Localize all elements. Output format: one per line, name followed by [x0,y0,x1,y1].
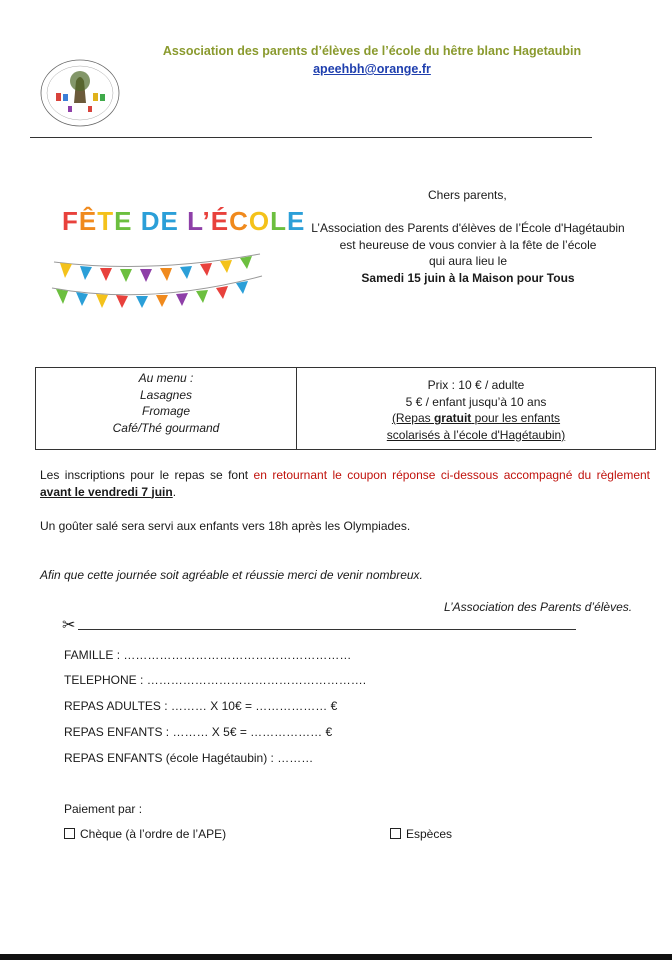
closing-text: Afin que cette journée soit agréable et réussie merci de venir nombreux. [40,568,423,582]
free-post: pour les enfants [471,411,561,425]
repas-enfants-ecole-field: REPAS ENFANTS (école Hagétaubin) : ……… [64,751,314,765]
scissors-icon: ✂ [62,617,76,634]
fete-title-letter: C [229,206,249,236]
free-pre: (Repas [391,411,434,425]
menu-item: Fromage [141,404,191,418]
fete-title-letter: ’ [202,206,211,236]
menu-table [35,367,656,450]
invitation-line-1: L’Association des Parents d'élèves de l’École d'Hagétaubin [311,221,625,235]
association-name: Association des parents d’élèves de l’école du hêtre blanc Hagetaubin [162,44,582,58]
inscription-deadline: avant le vendredi 7 juin [40,484,173,499]
inscription-red: en retournant le coupon réponse ci-dessous accompagné du règlement [253,468,650,482]
signature: L’Association des Parents d’élèves. [444,600,633,614]
fete-title-letter: Ê [78,206,98,236]
especes-label: Espèces [406,827,453,841]
menu-heading: Au menu : [138,371,194,385]
invitation-line-3: qui aura lieu le [428,254,508,268]
association-logo [38,57,122,129]
fete-title-letter: F [62,206,79,236]
greeting: Chers parents, [428,188,507,202]
fete-title-letter: É [210,206,230,236]
especes-checkbox [390,828,401,839]
price-cell [297,368,656,450]
repas-adultes-field: REPAS ADULTES : ……… X 10€ = ……………… € [64,699,338,713]
cut-line [78,629,576,630]
free-note-2: scolarisés à l’école d'Hagétaubin) [386,427,566,442]
price-child: 5 € / enfant jusqu’à 10 ans [405,394,547,409]
fete-title-letter: O [248,206,271,236]
fete-title-letter: T [97,206,115,236]
free-note [298,410,654,427]
fete-title-letter [132,206,140,236]
menu-cell [36,368,297,450]
header-divider [30,137,592,138]
fete-title-letter: L [270,206,287,236]
invitation-line-2: est heureuse de vous convier à la fête de l’école [339,237,597,252]
fete-title-letter: E [160,206,179,236]
fete-title-letter: E [114,206,133,236]
cheque-checkbox [64,828,75,839]
menu-item: Café/Thé gourmand [112,420,220,435]
cheque-option [64,827,226,841]
event-date: Samedi 15 juin à la Maison pour Tous [361,270,575,285]
inscription-pre: Les inscriptions pour le repas se font [40,468,254,482]
fete-title [62,206,305,237]
fete-title-letter: E [287,206,306,236]
paiement-label: Paiement par : [64,802,143,816]
fete-title-letter: L [187,206,203,236]
email-link[interactable]: apeehbh@orange.fr [313,62,431,76]
free-bold: gratuit [433,411,472,425]
telephone-field: TELEPHONE : ………………………………………………. [64,673,367,687]
cheque-label: Chèque (à l’ordre de l’APE) [80,827,227,841]
menu-item: Lasagnes [139,387,193,402]
fete-title-letter: D [140,206,161,236]
invitation-text [298,220,638,286]
repas-enfants-field: REPAS ENFANTS : ……… X 5€ = ……………… € [64,725,333,739]
price-adult: Prix : 10 € / adulte [427,378,525,392]
inscription-end: . [172,484,177,499]
gouter-text: Un goûter salé sera servi aux enfants vers 18h après les Olympiades. [40,519,411,533]
bunting-garland [50,248,265,308]
bottom-edge [0,954,672,960]
inscription-paragraph [40,467,650,500]
famille-field: FAMILLE : ………………………………………………… [64,648,352,662]
especes-option [390,827,452,841]
fete-title-letter [179,206,187,236]
